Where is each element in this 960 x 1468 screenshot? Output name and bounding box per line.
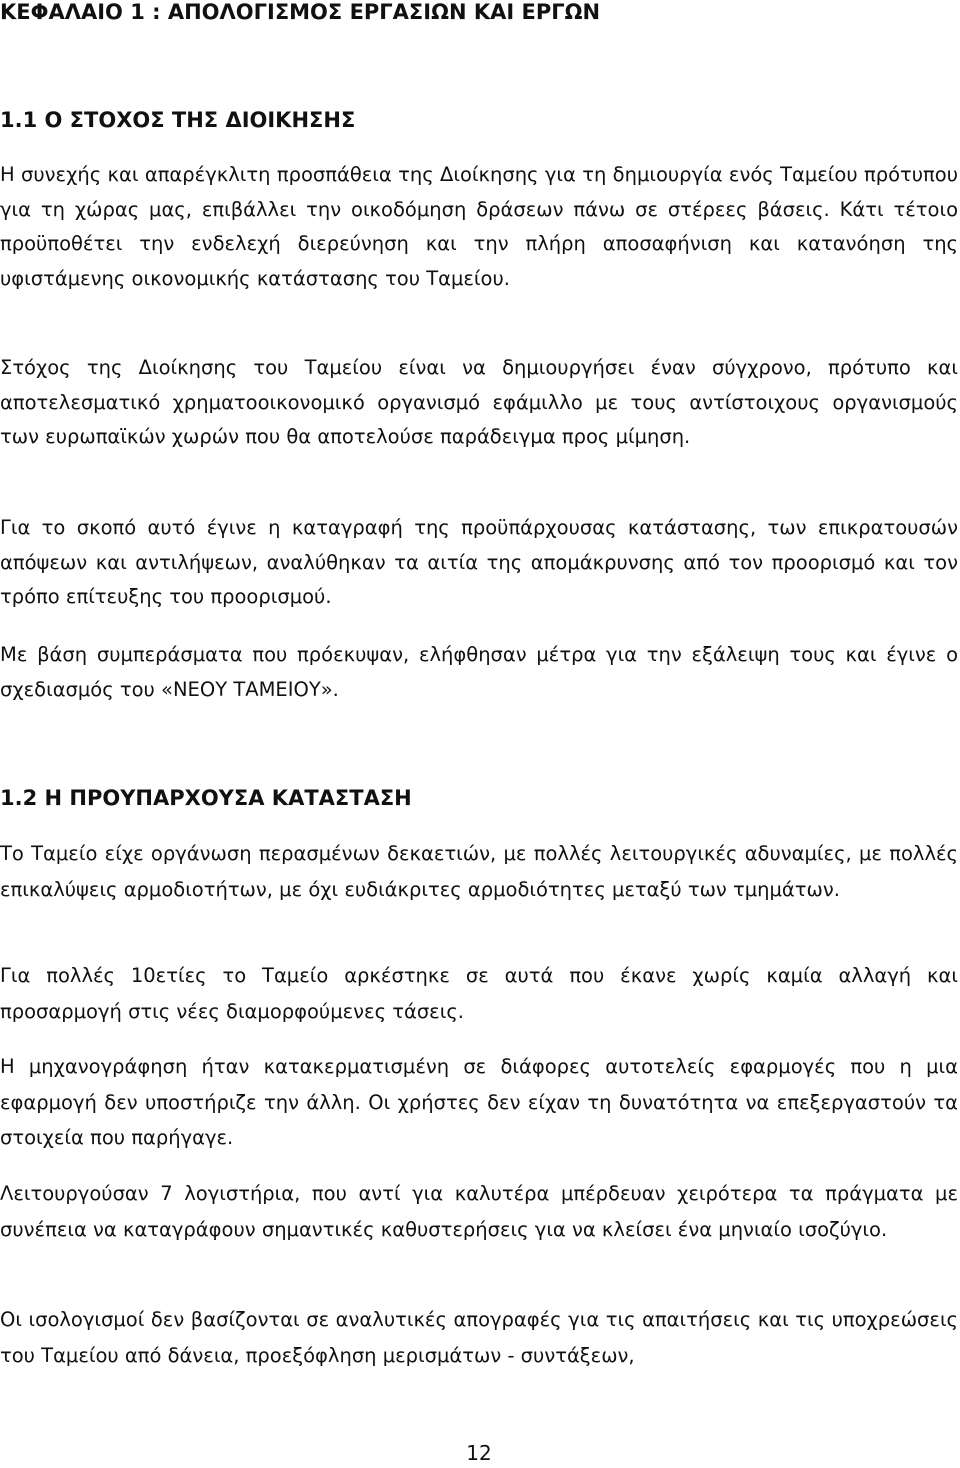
section-heading: 1.1 Ο ΣΤΟΧΟΣ ΤΗΣ ΔΙΟΙΚΗΣΗΣ bbox=[0, 108, 356, 132]
page-number: 12 bbox=[466, 1441, 492, 1465]
paragraph: Η μηχανογράφηση ήταν κατακερματισμένη σε διάφορες αυτοτελείς εφαρμογές που η μια εφαρμογή δεν υποστήριζε την άλλη. Οι χρήστες δεν είχαν τη δυνατότητα να επεξεργαστούν τα στοιχεία που παρήγαγε. bbox=[0, 1055, 958, 1149]
paragraph: Λειτουργούσαν 7 λογιστήρια, που αντί για καλυτέρα μπέρδευαν χειρότερα τα πράγματα με συνέπεια να καταγράφουν σημαντικές καθυστερήσεις για να κλείσει ένα μηνιαίο ισοζύγιο. bbox=[0, 1182, 958, 1241]
paragraph: Για πολλές 10ετίες το Ταμείο αρκέστηκε σε αυτά που έκανε χωρίς καμία αλλαγή και προσαρμογή στις νέες διαμορφούμενες τάσεις. bbox=[0, 964, 958, 1023]
section-heading: 1.2 Η ΠΡΟΥΠΑΡΧΟΥΣΑ ΚΑΤΑΣΤΑΣΗ bbox=[0, 786, 412, 810]
chapter-title: ΚΕΦΑΛΑΙΟ 1 : ΑΠΟΛΟΓΙΣΜΟΣ ΕΡΓΑΣΙΩΝ ΚΑΙ ΕΡΓΩΝ bbox=[0, 0, 601, 24]
paragraph: Με βάση συμπεράσματα που πρόεκυψαν, ελήφθησαν μέτρα για την εξάλειψη τους και έγινε ο σχεδιασμός του «ΝΕΟΥ ΤΑΜΕΙΟΥ». bbox=[0, 643, 958, 701]
paragraph: Για το σκοπό αυτό έγινε η καταγραφή της προϋπάρχουσας κατάστασης, των επικρατουσών απόψεων και αντιλήψεων, αναλύθηκαν τα αιτία της απομάκρυνσης από τον προορισμό και τον τρόπο επίτευξης του προορισμού. bbox=[0, 516, 958, 608]
paragraph: Στόχος της Διοίκησης του Ταμείου είναι να δημιουργήσει έναν σύγχρονο, πρότυπο και αποτελεσματικό χρηματοοικονομικό οργανισμό εφάμιλλο με τους αντίστοιχους οργανισμούς των ευρωπαϊκών χωρών που θα αποτελούσε παράδειγμα προς μίμηση. bbox=[0, 356, 958, 448]
paragraph: Το Ταμείο είχε οργάνωση περασμένων δεκαετιών, με πολλές λειτουργικές αδυναμίες, με πολλές επικαλύψεις αρμοδιοτήτων, με όχι ευδιάκριτες αρμοδιότητες μεταξύ των τμημάτων. bbox=[0, 842, 958, 901]
paragraph: Οι ισολογισμοί δεν βασίζονται σε αναλυτικές απογραφές για τις απαιτήσεις και τις υποχρεώσεις του Ταμείου από δάνεια, προεξόφληση μερισμάτων - συντάξεων, bbox=[0, 1308, 958, 1367]
paragraph: Η συνεχής και απαρέγκλιτη προσπάθεια της Διοίκησης για τη δημιουργία ενός Ταμείου πρότυπου για τη χώρας μας, επιβάλλει την οικοδόμηση δράσεων πάνω σε στέρεες βάσεις. Κάτι τέτοιο προϋποθέτει την ενδελεχή διερεύνηση και την πλήρη αποσαφήνιση και κατανόηση της υφιστάμενης οικονομικής κατάστασης του Ταμείου. bbox=[0, 163, 958, 290]
